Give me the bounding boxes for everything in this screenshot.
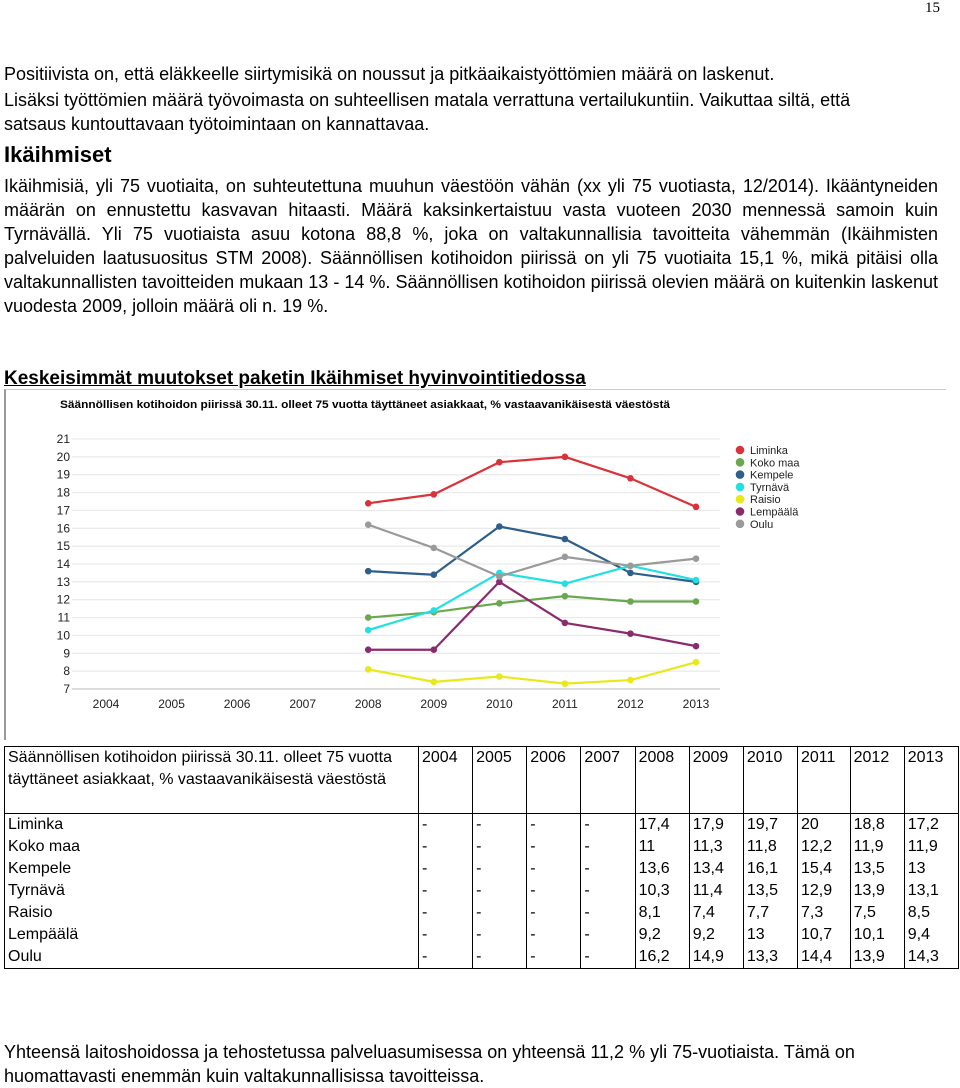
data-point bbox=[627, 677, 634, 684]
table-row bbox=[5, 836, 959, 858]
y-tick-label: 13 bbox=[56, 574, 70, 589]
legend-marker bbox=[736, 446, 745, 455]
table-cell: 13,1 bbox=[904, 880, 958, 902]
legend-marker bbox=[736, 495, 745, 504]
data-point bbox=[693, 659, 700, 666]
y-tick-label: 9 bbox=[63, 646, 70, 661]
table-cell: - bbox=[419, 924, 473, 946]
table-year-header: 2011 bbox=[797, 747, 850, 814]
table-cell: 10,1 bbox=[850, 924, 904, 946]
chart-title: Säännöllisen kotihoidon piirissä 30.11. olleet 75 vuotta täyttäneet asiakkaat, % vastaavanikäisestä väestöstä bbox=[60, 399, 671, 411]
table-row bbox=[5, 880, 959, 902]
table-cell: 11,4 bbox=[689, 880, 743, 902]
data-point bbox=[562, 580, 569, 587]
table-cell: 13,9 bbox=[850, 946, 904, 969]
table-cell: 13,5 bbox=[743, 880, 797, 902]
legend-marker bbox=[736, 483, 745, 492]
table-cell: - bbox=[473, 902, 527, 924]
table-row bbox=[5, 814, 959, 837]
data-point bbox=[562, 593, 569, 600]
data-point bbox=[365, 666, 372, 673]
table-cell: - bbox=[419, 902, 473, 924]
data-point bbox=[693, 643, 700, 650]
data-point bbox=[365, 646, 372, 653]
y-tick-label: 11 bbox=[57, 610, 70, 625]
table-cell: 15,4 bbox=[797, 858, 850, 880]
y-tick-label: 21 bbox=[56, 432, 70, 446]
data-table bbox=[4, 746, 959, 969]
table-cell: 7,3 bbox=[797, 902, 850, 924]
y-tick-label: 10 bbox=[56, 628, 70, 643]
y-tick-label: 18 bbox=[56, 485, 70, 500]
table-cell: 17,9 bbox=[689, 814, 743, 837]
line-chart bbox=[52, 392, 800, 720]
y-tick-label: 14 bbox=[56, 557, 70, 571]
x-tick-label: 2004 bbox=[92, 697, 120, 711]
table-cell: 16,2 bbox=[635, 946, 689, 969]
y-tick-label: 7 bbox=[63, 682, 70, 696]
table-cell: - bbox=[473, 924, 527, 946]
data-point bbox=[365, 521, 372, 528]
table-cell: 11,3 bbox=[689, 836, 743, 858]
legend-marker bbox=[736, 470, 745, 479]
table-cell: 14,4 bbox=[797, 946, 850, 969]
x-tick-label: 2010 bbox=[485, 697, 513, 711]
table-row-label: Raisio bbox=[5, 902, 419, 924]
table-header-desc: Säännöllisen kotihoidon piirissä 30.11. olleet 75 vuotta täyttäneet asiakkaat, % vastaavanikäisestä väestöstä bbox=[5, 747, 419, 814]
legend-label: Kempele bbox=[750, 469, 794, 482]
table-row-label: Oulu bbox=[5, 946, 419, 969]
table-cell: 13,5 bbox=[850, 858, 904, 880]
table-cell: 9,2 bbox=[635, 924, 689, 946]
data-point bbox=[627, 630, 634, 637]
table-cell: 11,9 bbox=[850, 836, 904, 858]
x-tick-label: 2013 bbox=[682, 697, 710, 711]
data-point bbox=[496, 523, 503, 530]
table-cell: 13 bbox=[743, 924, 797, 946]
legend-label: Raisio bbox=[750, 494, 781, 507]
table-year-header: 2008 bbox=[635, 747, 689, 814]
table-cell: - bbox=[581, 836, 635, 858]
table-cell: - bbox=[419, 946, 473, 969]
data-point bbox=[693, 577, 700, 584]
data-point bbox=[562, 620, 569, 627]
legend-marker bbox=[736, 520, 745, 529]
legend-label: Koko maa bbox=[750, 457, 800, 470]
table-cell: - bbox=[527, 836, 581, 858]
table-year-header: 2007 bbox=[581, 747, 635, 814]
table-cell: 9,4 bbox=[904, 924, 958, 946]
table-cell: - bbox=[581, 858, 635, 880]
table-cell: - bbox=[581, 814, 635, 837]
legend-label: Lempäälä bbox=[750, 506, 799, 519]
section-title: Keskeisimmät muutokset paketin Ikäihmiset hyvinvointitiedossa bbox=[4, 368, 586, 389]
y-tick-label: 16 bbox=[56, 521, 70, 536]
table-cell: 17,2 bbox=[904, 814, 958, 837]
table-year-header: 2013 bbox=[904, 747, 958, 814]
table-row-label: Liminka bbox=[5, 814, 419, 837]
data-point bbox=[562, 554, 569, 561]
y-tick-label: 19 bbox=[56, 467, 70, 482]
y-tick-label: 17 bbox=[56, 503, 70, 518]
y-tick-label: 20 bbox=[56, 449, 70, 464]
table-cell: - bbox=[527, 880, 581, 902]
data-point bbox=[496, 600, 503, 607]
table-cell: - bbox=[527, 902, 581, 924]
data-point bbox=[430, 679, 437, 686]
table-cell: 7,4 bbox=[689, 902, 743, 924]
intro-paragraph-2: Lisäksi työttömien määrä työvoimasta on suhteellisen matala verrattuna vertailukuntiin. Vaikuttaa siltä, että satsaus kuntouttavaan työtoimintaan on kannattavaa. bbox=[4, 90, 851, 134]
data-point bbox=[693, 504, 700, 511]
table-cell: 13 bbox=[904, 858, 958, 880]
x-tick-label: 2007 bbox=[289, 697, 317, 711]
legend-label: Liminka bbox=[750, 445, 788, 457]
data-point bbox=[365, 614, 372, 621]
data-point bbox=[496, 573, 503, 580]
table-cell: 13,6 bbox=[635, 858, 689, 880]
data-point bbox=[365, 568, 372, 575]
table-cell: - bbox=[419, 858, 473, 880]
table-cell: 11,8 bbox=[743, 836, 797, 858]
table-cell: - bbox=[419, 880, 473, 902]
table-cell: 16,1 bbox=[743, 858, 797, 880]
table-row bbox=[5, 946, 959, 969]
footer-paragraph: Yhteensä laitoshoidossa ja tehostetussa palveluasumisessa on yhteensä 11,2 % yli 75-vuotiaista. Tämä on huomattavasti enemmän kuin valtakunnallisissa tavoitteissa. bbox=[4, 1042, 855, 1086]
table-row bbox=[5, 924, 959, 946]
table-row bbox=[5, 902, 959, 924]
table-cell: 17,4 bbox=[635, 814, 689, 837]
table-row-label: Koko maa bbox=[5, 836, 419, 858]
x-tick-label: 2005 bbox=[158, 697, 185, 711]
data-point bbox=[430, 545, 437, 552]
table-year-header: 2006 bbox=[527, 747, 581, 814]
table-cell: 9,2 bbox=[689, 924, 743, 946]
x-tick-label: 2011 bbox=[551, 697, 578, 711]
data-point bbox=[430, 607, 437, 614]
table-cell: - bbox=[473, 814, 527, 837]
table-row-label: Lempäälä bbox=[5, 924, 419, 946]
data-point bbox=[627, 598, 634, 605]
legend-marker bbox=[736, 458, 745, 467]
table-cell: 18,8 bbox=[850, 814, 904, 837]
x-tick-label: 2009 bbox=[420, 697, 448, 711]
table-cell: 12,9 bbox=[797, 880, 850, 902]
data-point bbox=[365, 627, 372, 634]
table-cell: - bbox=[527, 924, 581, 946]
table-cell: - bbox=[473, 836, 527, 858]
x-tick-label: 2008 bbox=[354, 697, 382, 711]
table-cell: 7,5 bbox=[850, 902, 904, 924]
chart-svg bbox=[52, 392, 800, 720]
data-point bbox=[693, 598, 700, 605]
data-point bbox=[496, 459, 503, 466]
table-cell: - bbox=[527, 946, 581, 969]
table-cell: 13,3 bbox=[743, 946, 797, 969]
intro-paragraph-1: Positiivista on, että eläkkeelle siirtymisikä on noussut ja pitkäaikaistyöttömien määrä on laskenut. bbox=[4, 64, 775, 84]
table-cell: 12,2 bbox=[797, 836, 850, 858]
table-cell: 14,9 bbox=[689, 946, 743, 969]
table-cell: 11,9 bbox=[904, 836, 958, 858]
table-cell: 10,3 bbox=[635, 880, 689, 902]
data-point bbox=[430, 571, 437, 578]
table-cell: 13,4 bbox=[689, 858, 743, 880]
table-cell: 14,3 bbox=[904, 946, 958, 969]
x-tick-label: 2006 bbox=[223, 697, 251, 711]
table-cell: - bbox=[473, 858, 527, 880]
legend-marker bbox=[736, 507, 745, 516]
table-cell: - bbox=[473, 880, 527, 902]
data-point bbox=[627, 570, 634, 577]
table-cell: - bbox=[581, 924, 635, 946]
table-cell: 7,7 bbox=[743, 902, 797, 924]
data-point bbox=[365, 500, 372, 507]
table-cell: - bbox=[581, 902, 635, 924]
data-point bbox=[627, 475, 634, 482]
table-cell: - bbox=[527, 858, 581, 880]
table-year-header: 2004 bbox=[419, 747, 473, 814]
y-tick-label: 15 bbox=[56, 539, 70, 554]
x-tick-label: 2012 bbox=[617, 697, 644, 711]
data-point bbox=[430, 491, 437, 498]
section-heading: Ikäihmiset bbox=[4, 142, 112, 167]
table-year-header: 2010 bbox=[743, 747, 797, 814]
table-cell: 8,1 bbox=[635, 902, 689, 924]
table-row-label: Tyrnävä bbox=[5, 880, 419, 902]
data-point bbox=[627, 562, 634, 569]
data-point bbox=[496, 673, 503, 680]
data-point bbox=[562, 680, 569, 687]
table-cell: - bbox=[419, 814, 473, 837]
legend-label: Tyrnävä bbox=[750, 481, 790, 494]
body-paragraph: Ikäihmisiä, yli 75 vuotiaita, on suhteutettuna muuhun väestöön vähän (xx yli 75 vuotiasta, 12/2014). Ikääntyneiden määrän on ennustettu kasvavan hitaasti. Määrä kaksinkertaistuu vasta vuoteen 2030 mennessä samoin kuin Tyrnävällä. Yli 75 vuotiaista asuu kotona 88,8 %, joka on valtakunnallisia tavoitteita vähemmän (Ikäihmisten palveluiden laatusuositus STM 2008). Säännöllisen kotihoidon piirissä on yli 75 vuotiaita 15,1 %, mikä pitäisi olla valtakunnallisten tavoitteiden mukaan 13 - 14 %. Säännöllisen kotihoidon piirissä olevien määrä on kuitenkin laskenut vuodesta 2009, jolloin määrä oli n. 19 %. bbox=[4, 176, 938, 316]
table-cell: - bbox=[581, 880, 635, 902]
table-row bbox=[5, 858, 959, 880]
table-cell: - bbox=[527, 814, 581, 837]
legend-label: Oulu bbox=[750, 518, 774, 531]
y-tick-label: 12 bbox=[56, 592, 70, 607]
page-number: 15 bbox=[925, 0, 940, 16]
table-year-header: 2012 bbox=[850, 747, 904, 814]
data-point bbox=[562, 536, 569, 543]
data-point bbox=[430, 646, 437, 653]
table-cell: - bbox=[473, 946, 527, 969]
data-point bbox=[562, 454, 569, 461]
table-cell: 8,5 bbox=[904, 902, 958, 924]
table-header-row bbox=[5, 747, 959, 814]
table-cell: 13,9 bbox=[850, 880, 904, 902]
table-cell: 11 bbox=[635, 836, 689, 858]
table-cell: 10,7 bbox=[797, 924, 850, 946]
table-cell: 19,7 bbox=[743, 814, 797, 837]
table-cell: - bbox=[419, 836, 473, 858]
y-tick-label: 8 bbox=[63, 664, 70, 679]
table-row-label: Kempele bbox=[5, 858, 419, 880]
table-cell: - bbox=[581, 946, 635, 969]
data-point bbox=[693, 555, 700, 562]
table-year-header: 2009 bbox=[689, 747, 743, 814]
table-cell: 20 bbox=[797, 814, 850, 837]
table-year-header: 2005 bbox=[473, 747, 527, 814]
